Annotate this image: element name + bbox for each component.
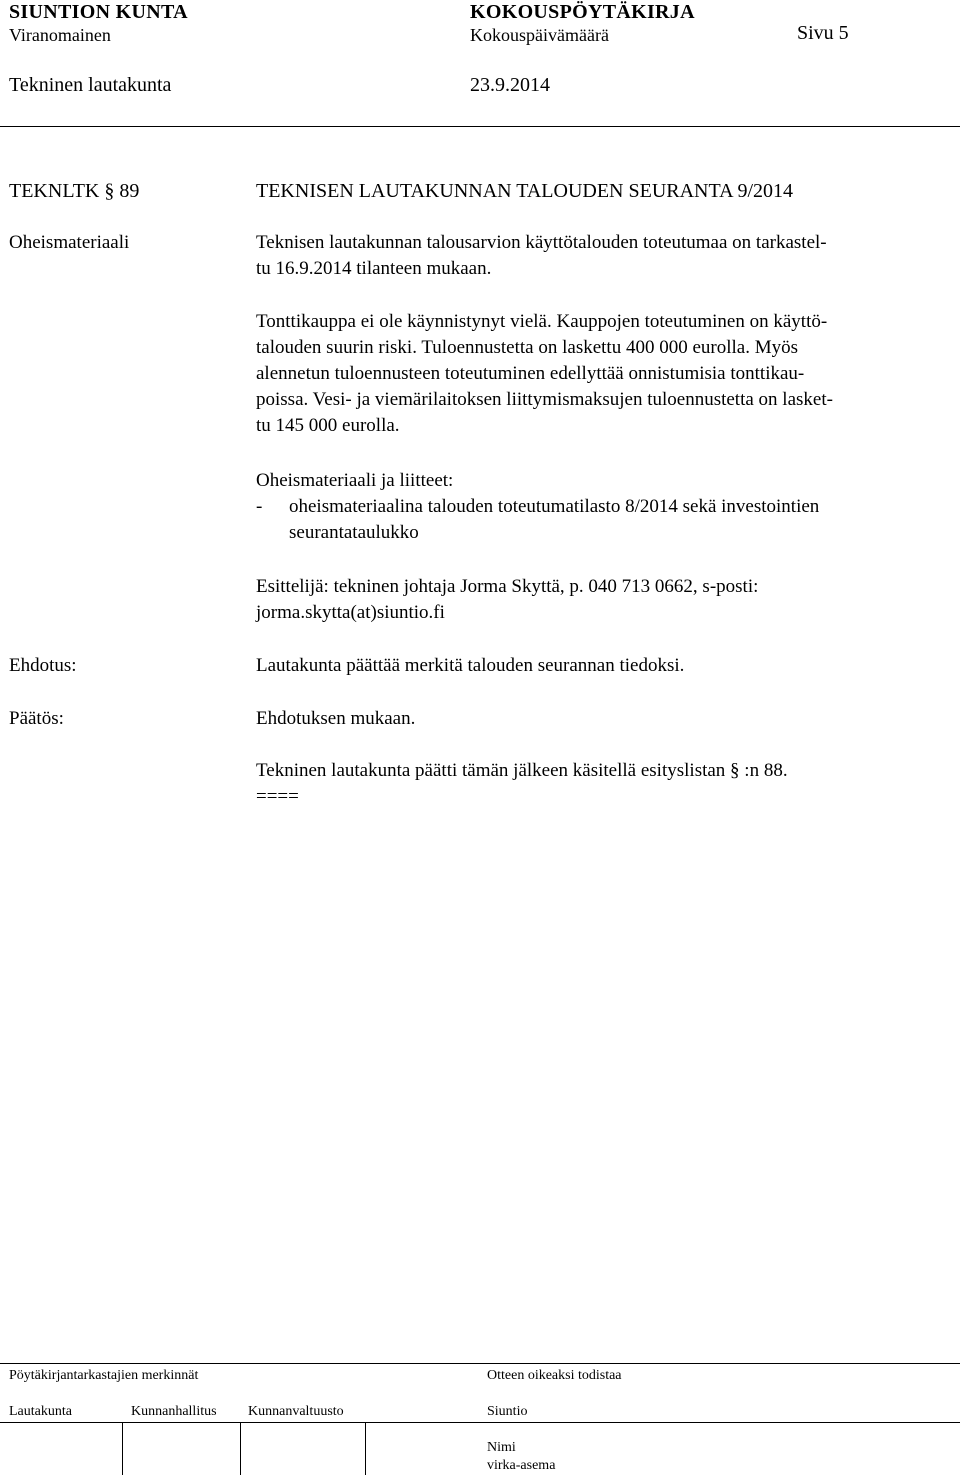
- authority-name: Tekninen lautakunta: [9, 74, 172, 96]
- name-label: Nimi: [487, 1440, 516, 1455]
- item-code: TEKNLTK § 89: [9, 180, 140, 202]
- attachment-item: [289, 494, 949, 546]
- text-line: seurantataulukko: [289, 522, 419, 543]
- footer-col-divider: [122, 1422, 123, 1475]
- footer-col-divider: [240, 1422, 241, 1475]
- position-label: virka-asema: [487, 1458, 556, 1473]
- footer-col-divider: [365, 1422, 366, 1475]
- footer-col-board: Lautakunta: [9, 1404, 72, 1419]
- footer-divider: [0, 1363, 960, 1364]
- signatures-heading: Pöytäkirjantarkastajien merkinnät: [9, 1368, 199, 1383]
- attachments-heading: Oheismateriaali ja liitteet:: [256, 470, 454, 491]
- date-label: Kokouspäivämäärä: [470, 25, 609, 45]
- text-line: Teknisen lautakunnan talousarvion käyttötalouden toteutumaa on tarkastel-: [256, 232, 827, 253]
- text-line: oheismateriaalina talouden toteutumatilasto 8/2014 sekä investointien: [289, 496, 820, 517]
- header-divider: [0, 126, 960, 127]
- text-line: Tonttikauppa ei ole käynnistynyt vielä. Kauppojen toteutuminen on käyttö-: [256, 311, 828, 332]
- text-line: jorma.skytta(at)siuntio.fi: [256, 602, 445, 623]
- footer-col-executive: Kunnanhallitus: [131, 1404, 217, 1419]
- doc-type: KOKOUSPÖYTÄKIRJA: [470, 1, 695, 23]
- footer-row-divider: [0, 1422, 960, 1423]
- text-line: Esittelijä: tekninen johtaja Jorma Skyttä, p. 040 713 0662, s-posti:: [256, 576, 759, 597]
- text-line: tu 16.9.2014 tilanteen mukaan.: [256, 258, 492, 279]
- proposal-text: Lautakunta päättää merkitä talouden seurannan tiedoksi.: [256, 655, 685, 676]
- text-line: alennetun tuloennusteen toteutuminen edellyttää onnistumisia tonttikau-: [256, 363, 805, 384]
- certified-heading: Otteen oikeaksi todistaa: [487, 1368, 622, 1383]
- paragraph-sales: [256, 309, 951, 439]
- text-line: poissa. Vesi- ja viemärilaitoksen liittymismaksujen tuloennustetta on lasket-: [256, 389, 833, 410]
- item-title: TEKNISEN LAUTAKUNNAN TALOUDEN SEURANTA 9/2014: [256, 180, 794, 202]
- footer-col-council: Kunnanvaltuusto: [248, 1404, 344, 1419]
- text-line: talouden suurin riski. Tuloennustetta on laskettu 400 000 eurolla. Myös: [256, 337, 798, 358]
- meeting-date: 23.9.2014: [470, 74, 550, 96]
- page-number: Sivu 5: [797, 22, 849, 44]
- text-line: tu 145 000 eurolla.: [256, 415, 400, 436]
- proposal-label: Ehdotus:: [9, 655, 77, 676]
- decision-text: Ehdotuksen mukaan.: [256, 708, 416, 729]
- list-bullet: -: [256, 496, 263, 517]
- paragraph-review: [256, 230, 951, 282]
- org-name: SIUNTION KUNTA: [9, 1, 188, 23]
- closing-text: Tekninen lautakunta päätti tämän jälkeen käsitellä esityslistan § :n 88.: [256, 760, 788, 781]
- decision-label: Päätös:: [9, 708, 64, 729]
- end-marker: ====: [256, 786, 299, 807]
- authority-label: Viranomainen: [9, 25, 111, 45]
- presenter: [256, 574, 951, 626]
- attachment-label: Oheismateriaali: [9, 232, 130, 253]
- municipality: Siuntio: [487, 1404, 528, 1419]
